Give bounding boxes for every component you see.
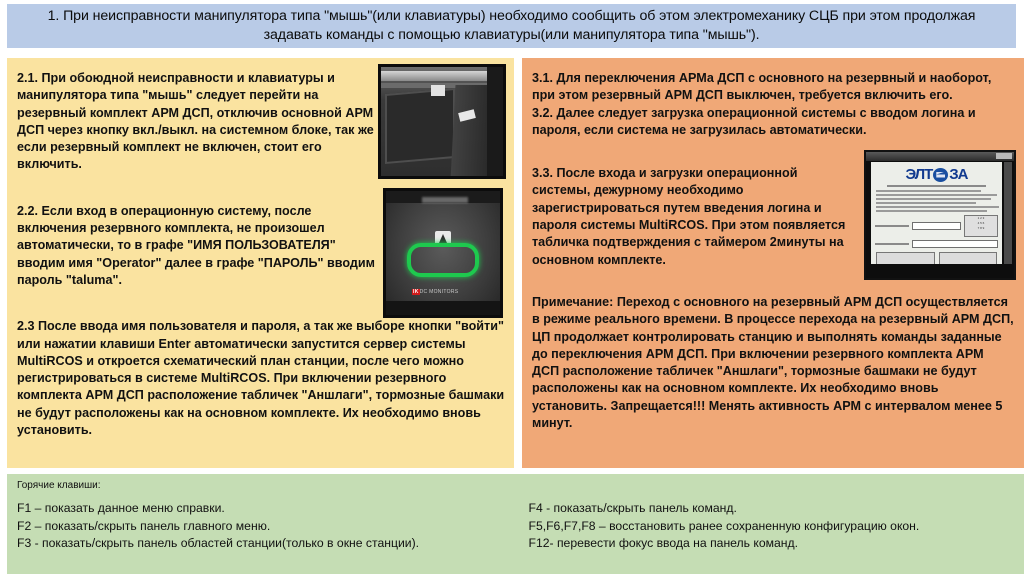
dialog-window-controls <box>996 153 1012 159</box>
hotkey-f4: F4 - показать/скрыть панель команд. <box>528 501 737 515</box>
dialog-text-line <box>876 194 997 196</box>
header-banner <box>7 4 1016 48</box>
paragraph-2-2: 2.2. Если вход в операционную систему, после включения резервного комплекта, не произошел автоматически, то в графе "ИМЯ ПОЛЬЗОВАТЕЛЯ" вводим имя "Operator" далее в графе "ПАРОЛЬ" вводим пароль "taluma". <box>17 203 375 287</box>
monitor-bezel-bottom <box>386 301 500 315</box>
hotkey-f5-f8: F5,F6,F7,F8 – восстановить ранее сохраненную конфигурацию окон. <box>528 518 920 533</box>
password-row <box>875 240 998 248</box>
username-field[interactable] <box>912 222 961 230</box>
left-photo-stack <box>378 64 506 318</box>
dialog-text-line <box>876 190 981 192</box>
dialog-body <box>871 162 1002 264</box>
logo-underline <box>887 185 986 187</box>
hotkeys-right-column <box>516 500 1024 553</box>
header-title: 1. При неисправности манипулятора типа "мышь"(или клавиатуры) необходимо сообщить об этом электромеханику СЦБ при этом продолжая задавать команды с помощью клавиатуры(или манипулятора типа "мышь"). <box>47 8 976 43</box>
dialog-buttons <box>876 252 997 264</box>
hotkeys-left-column <box>7 500 516 553</box>
dialog-text-line <box>876 202 976 204</box>
dialog-titlebar <box>866 152 1014 161</box>
hotkeys-columns <box>7 500 1024 553</box>
username-row <box>875 215 998 237</box>
hotkeys-panel <box>7 474 1024 574</box>
login-button[interactable] <box>876 252 935 264</box>
paragraph-3-1: 3.1. Для переключения АРМа ДСП с основного на резервный и наоборот, при этом резервный АРМ ДСП выключен, требуется включить его. <box>532 71 992 103</box>
paragraph-3-2: 3.2. Далее следует загрузка операционной системы с вводом логина и пароля, если система не загрузилась автоматически. <box>532 105 976 137</box>
server-rack-photo <box>378 64 506 179</box>
paragraph-note: Примечание: Переход с основного на резервный АРМ ДСП осуществляется в режиме реального времени. В процессе перехода на резервный АРМ ДСП, ЦП продолжает контролировать станцию и выполнять команды заданные до переключения АРМ ДСП. При включении резервного комплекта АРМ ДСП расположение табличек "Аншлаги", тормозные башмаки не будут расположены как на основном комплекте. Их необходимо вновь установить. Запрещается!!! Менять активность АРМ с интервалом менее 5 минут. <box>532 294 1014 431</box>
rack-white-label <box>431 85 445 96</box>
hotkey-f12: F12- перевести фокус ввода на панель команд. <box>528 536 799 550</box>
password-field[interactable] <box>912 240 998 248</box>
elteza-logo-right: ЗА <box>949 166 968 183</box>
left-text-column <box>17 70 381 289</box>
observer-mode-button[interactable] <box>939 252 998 264</box>
rack-top-rail <box>381 71 503 81</box>
hotkey-f3: F3 - показать/скрыть панель областей станции(только в окне станции). <box>17 536 420 550</box>
hotkeys-label: Горячие клавиши: <box>17 480 101 491</box>
monitor-standby-photo <box>383 188 503 318</box>
hotkey-f2: F2 – показать/скрыть панель главного меню. <box>17 518 271 533</box>
elteza-logo-left: ЭЛТ <box>905 166 933 183</box>
monitor-glare <box>422 197 468 203</box>
dialog-text-line <box>876 198 991 200</box>
paragraph-3-3: 3.3. После входа и загрузки операционной системы, дежурному необходимо зарегистрироваться путем введения логина и пароля системы MultiRCOS. При этом появляется табличка подтверждения с таймером 2минуты на основном комплекте. <box>532 166 846 267</box>
elteza-emblem-icon <box>933 168 948 182</box>
paragraph-2-3: 2.3 После ввода имя пользователя и пароля, а так же выборе кнопки "войти" или нажатии клавиши Enter автоматически запустится сервер системы MultiRCOS и откроется схематический план станции, после чего можно регистрироваться в системе MultiRCOS. При включении резервного комплекта АРМ ДСП расположение табличек "Аншлаги", тормозные башмаки не будут расположены как на основном комплекте. Их необходимо вновь установить. <box>17 319 505 438</box>
paragraph-2-1: 2.1. При обоюдной неисправности и клавиатуры и манипулятора типа "мышь" следует перейти на резервный комплект АРМ ДСП, отключив основной АРМ ДСП через кнопку вкл./выкл. на системном блоке, так же если резервный комплект не включен, стоит его включить. <box>17 71 374 172</box>
username-label <box>875 225 909 227</box>
dialog-text-line <box>876 206 999 208</box>
monitor-brand-label: IKDC MONITORS <box>413 289 459 295</box>
green-highlight-ring <box>407 243 479 277</box>
dialog-scrollbar <box>1004 162 1012 264</box>
hotkey-f1: F1 – показать данное меню справки. <box>17 501 225 515</box>
rack-open-panel <box>385 88 455 164</box>
onscreen-keypad[interactable]: 1 2 3 4 5 6 7 8 9 <box>964 215 998 237</box>
elteza-logo <box>871 166 1002 183</box>
elteza-login-dialog-photo <box>864 150 1016 280</box>
password-label <box>875 243 909 245</box>
dialog-text-line <box>876 210 987 212</box>
rack-side-shadow <box>487 67 503 176</box>
